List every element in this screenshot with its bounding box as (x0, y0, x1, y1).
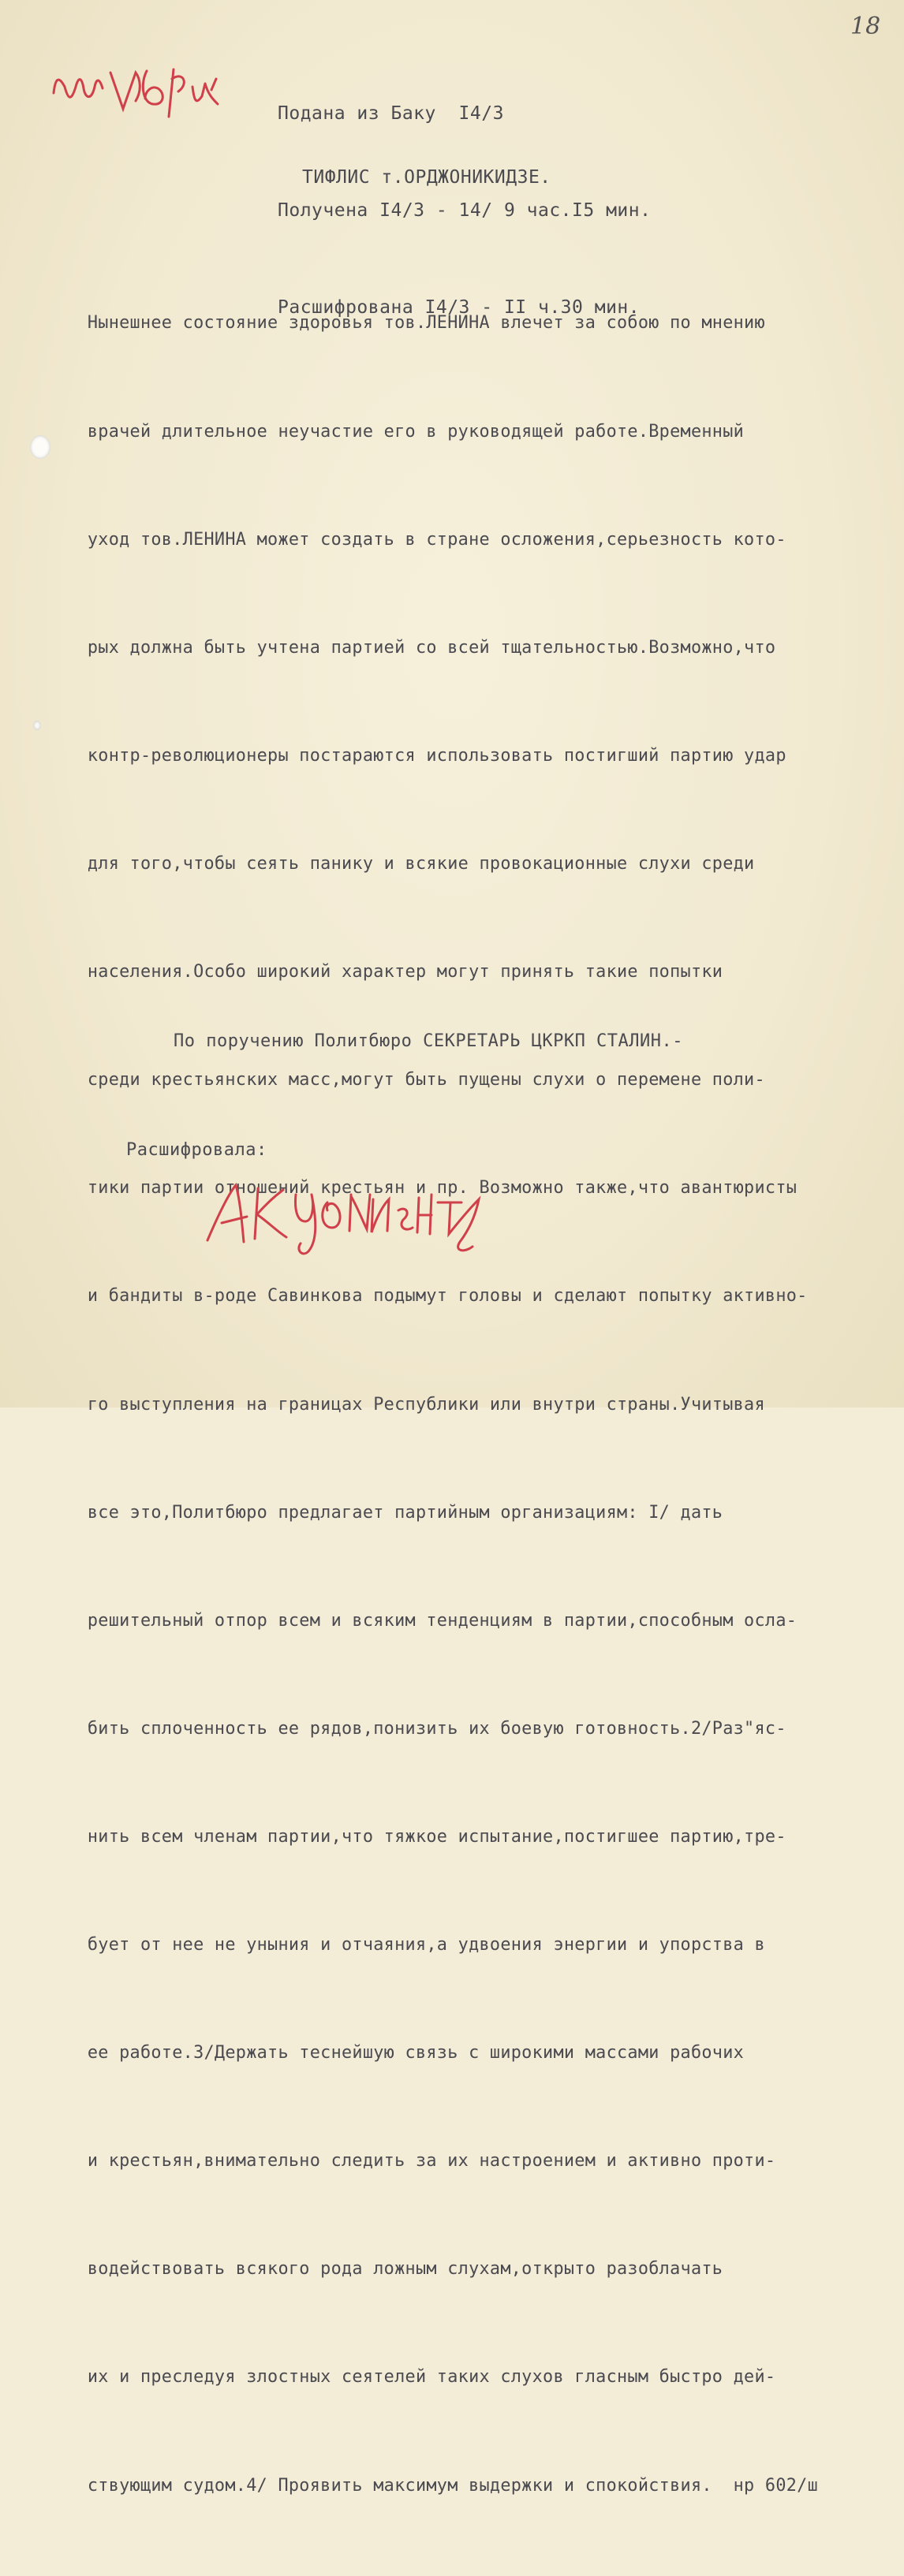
body-line: рых должна быть учтена партией со всей тщательностью.Возможно,что (66, 637, 776, 658)
body-line: нить всем членам партии,что тяжкое испытание,постигшее партию,тре- (66, 1826, 786, 1847)
body-line: врачей длительное неучастие его в руководящей работе.Временный (66, 421, 745, 442)
body-line: все это,Политбюро предлагает партийным организациям: I/ дать (66, 1502, 723, 1523)
body-line: для того,чтобы сеять панику и всякие провокационные слухи среди (66, 853, 755, 874)
handwritten-signature-drawing (201, 1171, 517, 1258)
signature-line: По поручению Политбюро СЕКРЕТАРЬ ЦКРКП СТАЛИН.- (174, 1031, 684, 1051)
body-line: решительный отпор всем и всяким тенденциям в партии,способным осла- (66, 1610, 798, 1631)
body-line: и крестьян,внимательно следить за их настроением и активно проти- (66, 2151, 776, 2172)
body-line: среди крестьянских масс,могут быть пущены слухи о перемене поли- (66, 1070, 765, 1090)
body-line: населения.Особо широкий характер могут принять такие попытки (66, 962, 723, 982)
body-line: ее работе.3/Держать теснейшую связь с широкими массами рабочих (66, 2043, 745, 2063)
punch-hole (30, 435, 50, 459)
header-submitted: Подана из Баку I4/3 (278, 103, 504, 124)
body-line: водействовать всякого рода ложным слухам,открыто разоблачать (66, 2259, 723, 2280)
folio-number: 18 (850, 13, 881, 40)
header-decoded: Расшифрована I4/3 - II ч.30 мин. (278, 297, 641, 318)
handwritten-note (47, 55, 229, 130)
handwritten-signature (201, 1171, 517, 1262)
body-line: го выступления на границах Республики или внутри страны.Учитывая (66, 1394, 765, 1415)
body-line: их и преследуя злостных сеятелей таких слухов гласным быстро дей- (66, 2367, 776, 2388)
telegram-body (66, 233, 879, 2576)
body-line: уход тов.ЛЕНИНА может создать в стране осложения,серьезность кото- (66, 529, 786, 550)
addressee: ТИФЛИС т.ОРДЖОНИКИДЗЕ. (302, 167, 551, 188)
body-line: Нынешнее состояние здоровья тов.ЛЕНИНА влечет за собою по мнению (66, 313, 765, 334)
handwritten-note-drawing (47, 55, 229, 126)
body-line: и бандиты в-роде Савинкова подымут головы и сделают попытку активно- (66, 1286, 808, 1307)
decoded-by-label: Расшифровала: (126, 1140, 267, 1160)
body-line: бить сплоченность ее рядов,понизить их боевую готовность.2/Раз"яс- (66, 1718, 786, 1739)
body-line: контр-революционеры постараются использовать постигший партию удар (66, 745, 786, 766)
header-received: Получена I4/3 - 14/ 9 час.I5 мин. (278, 200, 652, 221)
body-line: бует от нее не уныния и отчаяния,а удвоения энергии и упорства в (66, 1935, 765, 1955)
punch-hole (33, 721, 41, 730)
body-line: тики партии отношений крестьян и пр. Возможно также,что авантюристы (66, 1178, 798, 1199)
body-line: ствующим судом.4/ Проявить максимум выдержки и спокойствия. нр 602/ш (66, 2475, 819, 2496)
